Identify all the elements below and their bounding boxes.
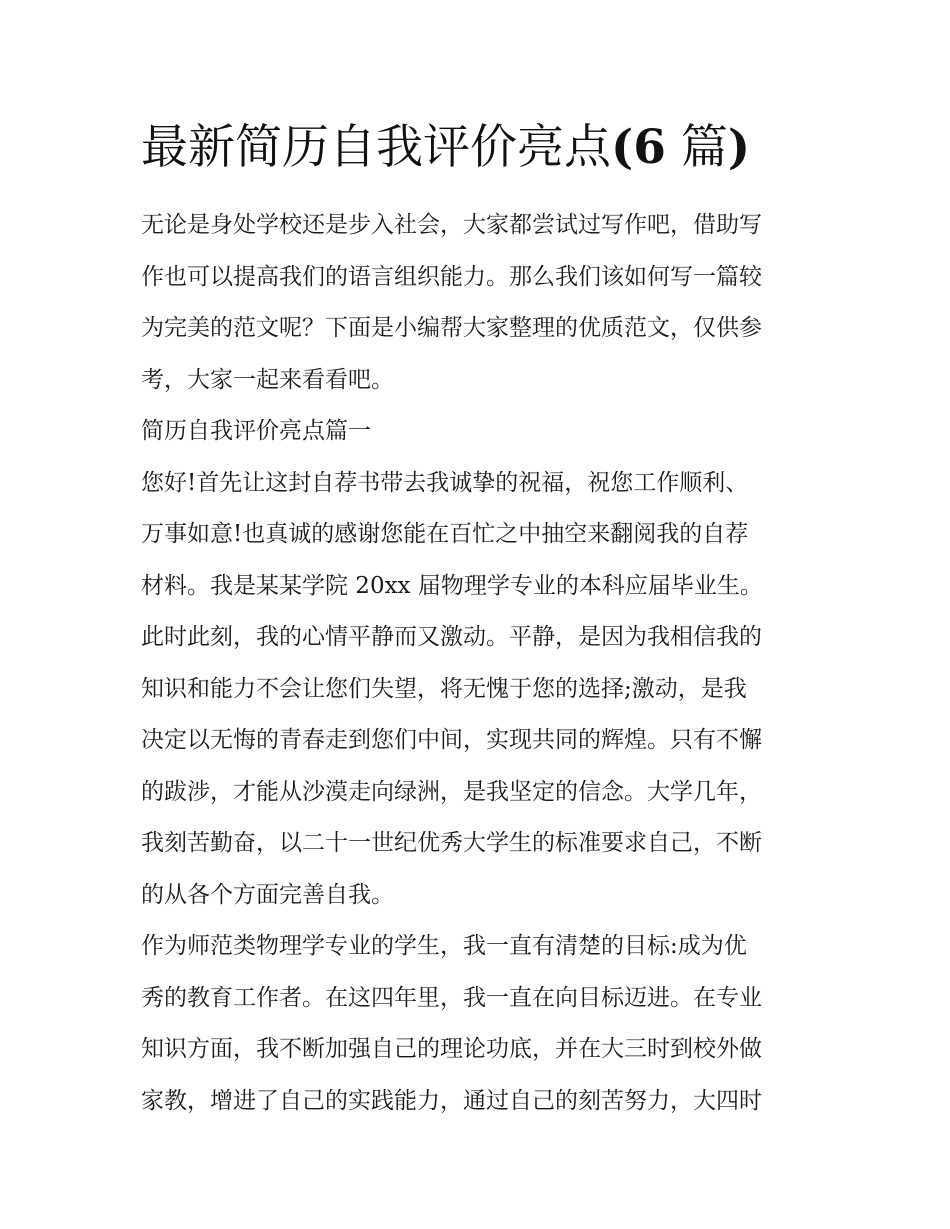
document-title [141,112,813,184]
text-line-8: 材料。我是某某学院 20xx 届物理学专业的本科应届毕业生。 [141,572,763,599]
text-line-18: 家教，增进了自己的实践能力，通过自己的刻苦努力，大四时 [141,1087,762,1114]
title-main: 最新简历自我评价亮点 [141,120,611,175]
text-line-15: 作为师范类物理学专业的学生，我一直有清楚的目标:成为优 [141,933,747,959]
text-line-10: 知识和能力不会让您们失望，将无愧于您的选择;激动，是我 [141,675,747,702]
text-line-16: 秀的教育工作者。在这四年里，我一直在向目标迈进。在专业 [141,984,762,1011]
text-line-4: 考，大家一起来看看吧。 [141,366,394,393]
title-tail: 篇 [680,120,728,175]
text-line-9: 此时此刻，我的心情平静而又激动。平静，是因为我相信我的 [141,624,762,650]
text-line-7: 万事如意!也真诚的感谢您能在百忙之中抽空来翻阅我的自荐 [141,521,749,547]
text-line-6: 您好!首先让这封自荐书带去我诚挚的祝福，祝您工作顺利、 [141,469,749,496]
text-line-3: 为完美的范文呢？下面是小编帮大家整理的优质范文，仅供参 [141,315,762,341]
section-heading-1: 简历自我评价亮点篇一 [141,418,371,444]
text-line-11: 决定以无悔的青春走到您们中间，实现共同的辉煌。只有不懈 [141,727,762,753]
title-paren: (6 [611,120,666,175]
text-line-14: 的从各个方面完善自我。 [141,881,394,908]
text-line-13: 我刻苦勤奋，以二十一世纪优秀大学生的标准要求自己，不断 [141,830,762,856]
title-close: ) [727,120,751,175]
text-line-12: 的跋涉，才能从沙漠走向绿洲，是我坚定的信念。大学几年， [141,778,762,805]
text-line-1: 无论是身处学校还是步入社会，大家都尝试过写作吧，借助写 [141,212,762,238]
text-line-2: 作也可以提高我们的语言组织能力。那么我们该如何写一篇较 [141,263,762,290]
text-line-17: 知识方面，我不断加强自己的理论功底，并在大三时到校外做 [141,1036,762,1062]
document-body [141,112,813,1127]
